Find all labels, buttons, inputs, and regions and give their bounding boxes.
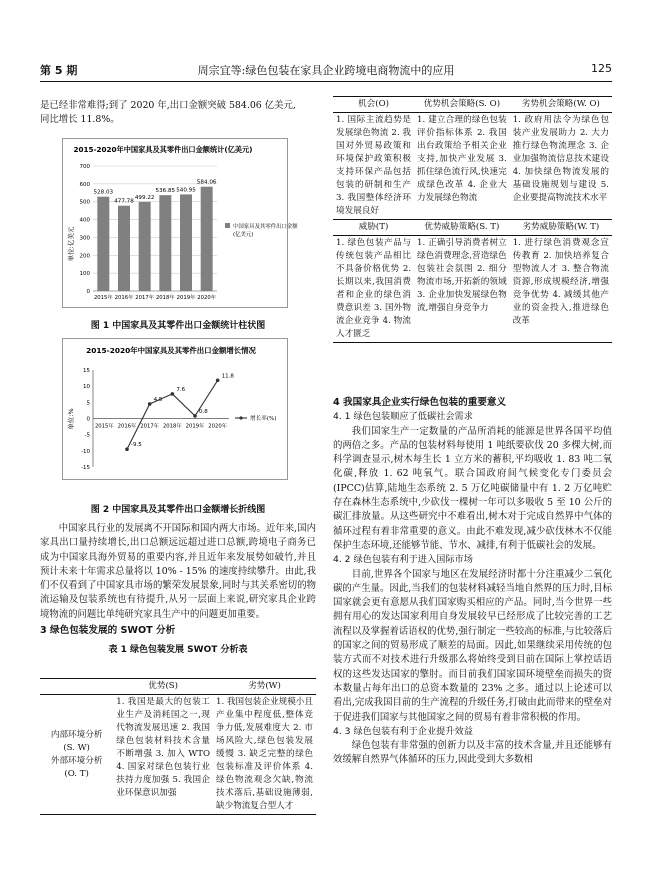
bar-chart-title: 2015-2020年中国家具及其零件出口金额统计(亿美元) [73, 145, 253, 154]
table-so-strategies: 1. 建立合理的绿色包装评价指标体系 2. 我国出台政策给予相关企业支持,加快产业发展 3. 抓住绿色流行风,快速完成绿色改革 4. 企业大力发展绿色物流 [417, 115, 507, 203]
section-4-2-heading: 4. 2 绿色包装有利于进入国际市场 [333, 554, 473, 566]
bar-y-tick: 300 [79, 235, 90, 242]
right-body [333, 396, 612, 768]
bar-data-label: 536.85 [155, 188, 176, 195]
bar [201, 187, 213, 291]
bar-x-tick: 2019年 [176, 295, 196, 301]
bar-legend-label: (亿美元) [233, 232, 254, 238]
figure-1-bar-chart [62, 138, 298, 308]
table-h-wo: 劣势机会策略(W. O) [521, 99, 600, 109]
row-label-2: (S. W) [63, 742, 90, 753]
figure-1-caption: 图 1 中国家具及其零件出口金额统计柱状图 [90, 321, 266, 331]
table-wo-strategies: 1. 政府用法令为绿色包装产业发展助力 2. 大力推行绿色物流理念 3. 企业加强物流信息技术建设 4. 加快绿色物流发展的基础设施规划与建设 5. 企业要提高物流技术水平 [512, 115, 609, 203]
bar-y-tick: 100 [79, 271, 90, 278]
table-h-wt: 劣势威胁策略(W. T) [522, 222, 600, 232]
header-rule [40, 81, 612, 82]
table-h-o: 机会(O) [358, 99, 389, 109]
bar-legend-label: 中国家具及其零件出口金额 [233, 224, 298, 230]
section-4-heading: 4 我国家具企业实行绿色包装的重要意义 [333, 397, 507, 408]
row-label-3: 外部环境分析 [50, 755, 103, 766]
bar-data-label: 540.95 [176, 187, 196, 194]
paragraph-4-2: 目前,世界各个国家与地区在发展经济时都十分注重减少二氧化碳的产生量。因此,当我们的包装材料减轻当地自然界的压力时,目标国家就会更有意愿从我们国家购买相应的产品。同时,当今世界一些拥有用心的发达国家利用自身发展较早已经形成了比较完善的工艺流程以及掌握着话语权的优势,强行制定一些较高的标准,与比较落后的国家之间的贸易形成了顺差的局面。因此,如果继续采用传统的包装方式而不对技术进行升级那么将始终受到目前在国际上掌控话语权的这些发达国家的擎肘。而目前我们国家国环境壁垒而损失的资本数量占每年出口的总资本数量的 23% 之多。通过以上论述可以看出,完成我国目前的生产流程的升级任务,打破由此而带来的壁垒对于促进我们国家与其他国家之间的贸易有着非常积极的作用。 [333, 568, 612, 723]
line-chart-ylabel: 单位:% [67, 408, 75, 430]
line-y-tick: 5 [86, 400, 90, 407]
line-data-label: -9.5 [131, 442, 142, 449]
line-y-tick: 0 [86, 416, 90, 423]
bar [139, 202, 151, 291]
line-y-tick: -5 [84, 432, 90, 439]
line-y-tick: 10 [83, 384, 90, 391]
bar-y-tick: 500 [79, 199, 90, 206]
bar-y-tick: 400 [79, 217, 90, 224]
line-point [216, 379, 220, 383]
table-1-col-s: 优势(S) [148, 681, 179, 691]
running-title: 周宗宜等:绿色包装在家具企业跨境电商物流中的应用 [197, 64, 455, 77]
bar-y-tick: 700 [79, 164, 90, 170]
line-point [125, 447, 129, 451]
line-data-label: 7.6 [176, 386, 186, 393]
table-opportunities: 1. 国际主流趋势是发展绿色物流 2. 我国对外贸易政策和环境保护政策积极支持环保产品包括包装的研制和生产 3. 我国整体经济环境发展良好 [336, 115, 412, 216]
line-x-tick: 2017年 [140, 423, 160, 430]
line-data-label: 0.8 [199, 408, 208, 415]
intro-line-2: 同比增长 11.8%。 [40, 114, 120, 126]
line-y-tick: -15 [81, 465, 90, 471]
line-x-tick: 2018年 [162, 423, 182, 430]
bar-y-tick: 0 [86, 289, 90, 295]
paragraph-4-3: 绿色包装有非常强的创新力以及丰富的技术含量,并且还能够有效缓解自然界气体循环的压力,因此受到大多数相 [333, 740, 612, 766]
table-1-col-w: 劣势(W) [248, 681, 281, 691]
section-3-heading: 3 绿色包装发展的 SWOT 分析 [40, 625, 176, 637]
bar-y-tick: 200 [79, 253, 90, 260]
table-h-st: 优势威胁策略(S. T) [424, 222, 500, 232]
intro-line-1: 是已经非常难得;到了 2020 年,出口金额突破 584.06 亿美元, [40, 100, 296, 111]
bar-x-tick: 2020年 [197, 295, 217, 301]
bar-chart-svg [63, 139, 298, 307]
line-data-label: 11.8 [221, 373, 234, 380]
line-chart-svg [63, 339, 287, 479]
table-st-strategies: 1. 正确引导消费者树立绿色消费理念,营造绿色包装社会氛围 2. 细分物流市场,开拓新的领域 3. 企业加快发展绿色物流,增强自身竞争力 [417, 238, 507, 313]
table-1-right [333, 96, 612, 343]
table-1-strengths: 1. 我国是最大的包装工业生产及消耗国之一,现代物流发展迅速 2. 我国绿色包装材料技术含量不断增强 3. 加入 WTO 4. 国家对绿色包装行业扶持力度加强 5. 我国企业环保意识加强 [116, 697, 211, 798]
line-legend-label: 增长率(%) [250, 416, 277, 422]
page-number: 125 [591, 62, 612, 75]
bar-data-label: 477.78 [114, 198, 134, 205]
table-1-left [40, 678, 316, 815]
running-header [40, 62, 612, 80]
line-y-tick: 15 [83, 368, 90, 374]
line-x-tick: 2015年 [94, 423, 114, 430]
section-4-3-heading: 4. 3 绿色包装有利于企业提升效益 [333, 725, 473, 737]
bar-chart-ylabel: 单位:亿美元 [67, 226, 75, 262]
line-legend-marker [239, 416, 242, 419]
issue-number: 第 5 期 [40, 64, 78, 77]
bar-data-label: 499.22 [134, 194, 155, 201]
table-1-caption: 表 1 绿色包装发展 SWOT 分析表 [108, 645, 248, 656]
row-label-1: 内部环境分析 [50, 729, 103, 740]
line-x-tick: 2020年 [208, 423, 228, 430]
table-h-t: 威胁(T) [358, 222, 389, 232]
bar [97, 197, 109, 291]
bar-x-tick: 2015年 [93, 295, 113, 301]
bar-x-tick: 2016年 [114, 295, 134, 301]
body-paragraph-market: 中国家具行业的发展离不开国际和国内两大市场。近年来,国内家具出口量持续增长,出口总额远远超过进口总额,跨境电子商务已成为中国家具海外贸易的重要内容,并且近年来发展势如破竹,并且预计未来十年需求总量将以 10% - 15% 的速度持续攀升。由此,我们不仅看到了中国家具市场的繁荣发展景象,同时与其关系密切的物流运输及包装系统也有待提升,从另一层面上来说,研究家具企业跨境物流的问题比单纯研究家具生产中的问题更加重要。 [40, 523, 316, 620]
line-y-tick: -10 [81, 448, 90, 455]
table-threats: 1. 绿色包装产品与传统包装产品相比不具备价格优势 2. 长期以来,我国消费者和企业的绿色消费意识差 3. 国外物流企业竞争 4. 物流人才匮乏 [336, 238, 412, 339]
table-1-weaknesses: 1. 我国包装企业规模小且产业集中程度低,整体竞争力低,发展难度大 2. 市场风险大,绿色包装发展缓慢 3. 缺乏完整的绿色包装标准及评价体系 4. 绿色物流观念欠缺,物流技术落后,基础设施薄弱,缺少物流复合型人才 [216, 697, 313, 811]
figure-2-caption: 图 2 中国家具及其零件出口金额增长折线图 [90, 505, 266, 515]
bar [159, 195, 171, 291]
line-point [193, 414, 197, 418]
left-body [40, 522, 316, 658]
line-chart-title: 2015-2020年中国家具及其零件出口金额增长情况 [86, 346, 256, 355]
bar-legend-swatch [225, 223, 230, 228]
bar [180, 194, 192, 291]
figure-2-line-chart [62, 338, 288, 480]
bar-x-tick: 2018年 [155, 295, 175, 301]
bar-x-tick: 2017年 [135, 295, 155, 301]
row-label-4: (O. T) [64, 768, 89, 779]
bar-data-label: 584.06 [196, 179, 217, 186]
bar [118, 206, 130, 291]
bar-y-tick: 600 [79, 181, 90, 188]
line-data-label: 4.5 [153, 396, 163, 403]
line-point [171, 392, 175, 396]
paragraph-4-1: 我们国家生产一定数量的产品所消耗的能源是世界各国平均值的两倍之多。产品的包装材料每使用 1 吨纸要砍伐 20 多棵大树,而科学调查显示,树木每生长 1 立方米的蓄积,平均吸收 1. 83 吨二氧化碳,释放 1. 62 吨氧气。联合国政府间气候变化专门委员会(IPCC)估算,陆地生态系统 2. 5 万亿吨碳储量中有 1. 2 万亿吨贮存在森林生态系统中,少砍伐一棵树一年可以多吸收 5 至 10 公斤的碳汇排放量。从这些研究中不难看出,树木对于完成自然界中气体的循环过程有着非常重要的意义。由此不难发现,减少砍伐林木不仅能保护生态环境,还能够节能、节水、减排,有利于低碳社会的发展。 [333, 425, 612, 551]
line-point [148, 402, 152, 406]
line-x-tick: 2016年 [117, 423, 137, 430]
table-1-row-label [40, 695, 113, 815]
table-h-so: 优势机会策略(S. O) [423, 99, 501, 109]
table-wt-strategies: 1. 进行绿色消费观念宣传教育 2. 加快培养复合型物流人才 3. 整合物流资源,形成规模经济,增强竞争优势 4. 减缓其他产业的资金投入,推进绿色改革 [512, 238, 609, 326]
line-x-tick: 2019年 [185, 423, 205, 430]
bar-data-label: 528.03 [93, 189, 114, 196]
left-intro [40, 99, 316, 128]
section-4-1-heading: 4. 1 绿色包装顺应了低碳社会需求 [333, 411, 473, 423]
